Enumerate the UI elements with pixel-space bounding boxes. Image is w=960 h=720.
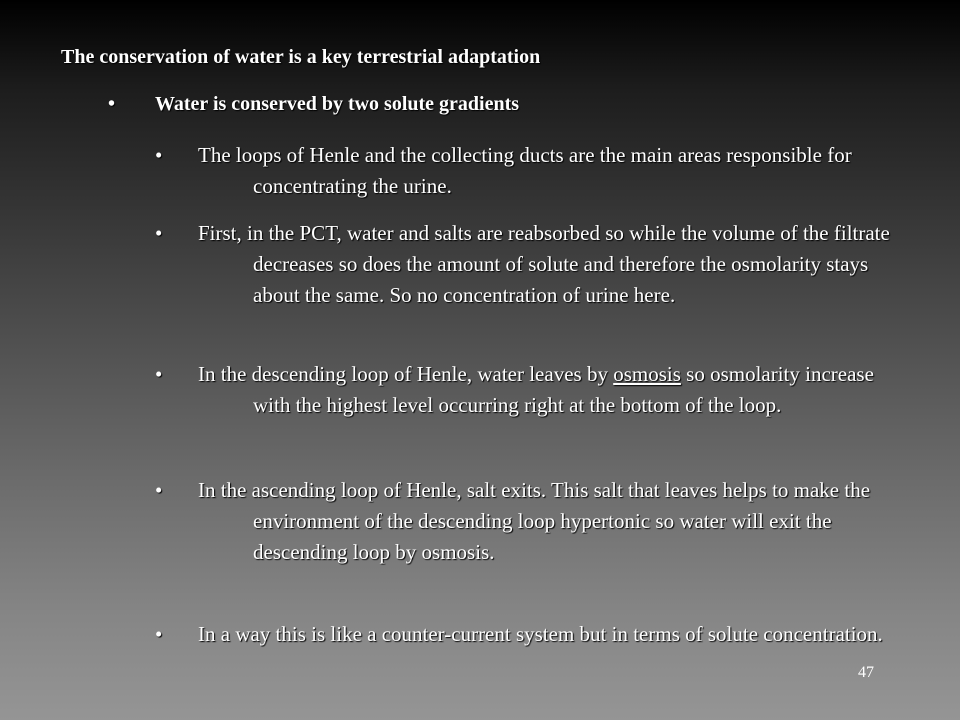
bullet-dot: • xyxy=(155,221,163,245)
bullet-dot: • xyxy=(155,362,163,386)
bullet-text: The loops of Henle and the collecting ducts are the main areas responsible for concentrating the urine. xyxy=(198,143,852,198)
osmosis-link[interactable]: osmosis xyxy=(613,362,681,386)
slide-title: The conservation of water is a key terrestrial adaptation xyxy=(61,46,541,68)
bullet-text xyxy=(198,359,915,421)
bullet-dot: • xyxy=(155,143,163,167)
bullet-item-ascending-loop xyxy=(155,475,915,568)
subheading-bullet xyxy=(108,88,519,120)
page-number: 47 xyxy=(858,664,874,681)
bullet-text: In the ascending loop of Henle, salt exits. This salt that leaves helps to make the environment of the descending loop hypertonic so water will exit the descending loop by osmosis. xyxy=(198,478,871,564)
bullet-item-descending-loop xyxy=(155,359,915,421)
bullet-text: First, in the PCT, water and salts are reabsorbed so while the volume of the filtrate decreases so does the amount of solute and therefore the osmolarity stays about the same. So no concentration of urine here. xyxy=(198,221,890,307)
text-before-link: In the descending loop of Henle, water leaves by xyxy=(198,362,614,386)
bullet-item-pct xyxy=(155,218,915,311)
text-after-link: so osmolarity increase with the highest level occurring right at the bottom of the loop. xyxy=(253,362,874,417)
bullet-dot: • xyxy=(155,622,163,646)
bullet-text: In a way this is like a counter-current system but in terms of solute concentration. xyxy=(198,622,883,646)
subheading-text: Water is conserved by two solute gradients xyxy=(155,93,520,115)
bullet-dot: • xyxy=(155,478,163,502)
bullet-dot: • xyxy=(108,93,116,115)
bullet-item-loops-of-henle xyxy=(155,140,915,202)
bullet-item-counter-current xyxy=(155,619,915,650)
